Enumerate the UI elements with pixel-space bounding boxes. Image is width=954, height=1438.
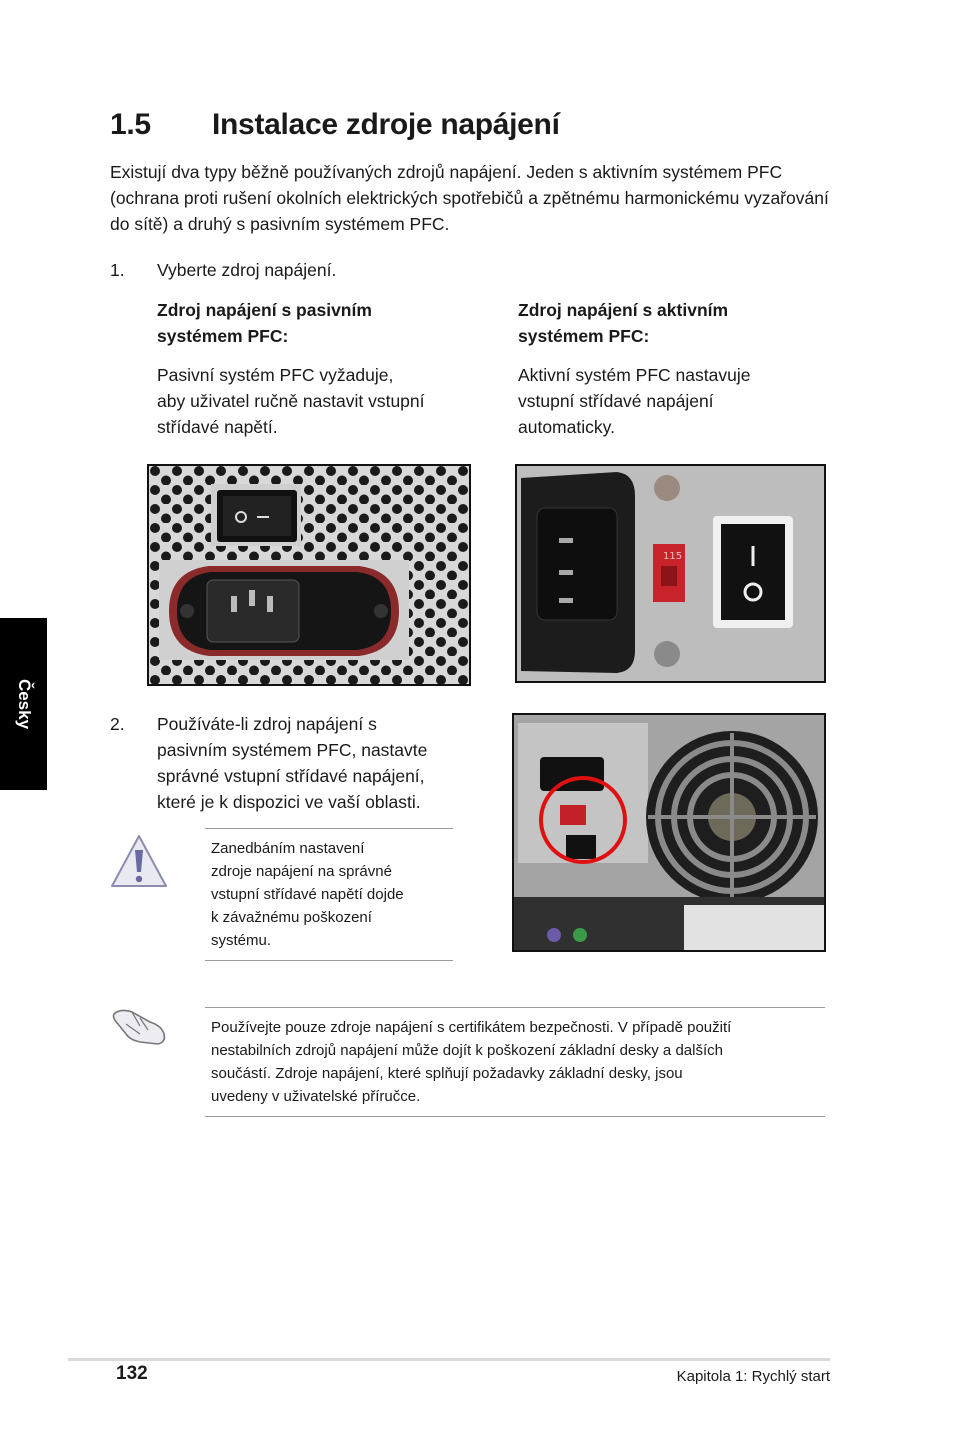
step2-number: 2. [110,714,125,734]
passive-desc [157,362,425,440]
warning-line: k závažnému poškození [211,909,372,926]
active-desc [518,362,750,440]
passive-title-line: Zdroj napájení s pasivním [157,300,372,320]
warning-rule-top [205,828,453,829]
language-side-tab [0,618,47,790]
step1-number: 1. [110,260,125,280]
active-desc-line: vstupní střídavé napájení [518,391,714,411]
passive-desc-line: aby uživatel ručně nastavit vstupní [157,391,425,411]
tip-line: nestabilních zdrojů napájení může dojít k poškození základní desky a dalších [211,1042,723,1059]
tip-line: uvedeny v uživatelské příručce. [211,1088,421,1105]
passive-psu-photo [147,464,471,686]
warning-line: vstupní střídavé napětí dojde [211,886,404,903]
warning-line: Zanedbáním nastavení [211,840,365,857]
passive-title [157,297,372,349]
pointing-hand-icon [110,1004,170,1048]
tip-line: Používejte pouze zdroje napájení s certifikátem bezpečnosti. V případě použití [211,1019,732,1036]
active-psu-illustration [517,466,824,681]
active-desc-line: Aktivní systém PFC nastavuje [518,365,751,385]
passive-psu-illustration [149,466,469,684]
active-title-line: systémem PFC: [518,326,650,346]
page-number: 132 [116,1363,148,1384]
warning-text [211,837,451,952]
section-heading [110,108,560,142]
footer-rule [68,1358,830,1361]
passive-desc-line: střídavé napětí. [157,417,278,437]
step2-line: které je k dispozici ve vaší oblasti. [157,792,421,812]
warning-rule-bottom [205,960,453,961]
warning-icon [108,832,170,892]
tip-rule-top [205,1007,825,1008]
pc-back-photo [512,713,826,952]
step2-line: pasivním systémem PFC, nastavte [157,740,428,760]
step1-text: Vyberte zdroj napájení. [157,260,337,280]
voltage-switch-label: 115 [663,551,683,562]
active-title [518,297,728,349]
step2-line: Používáte-li zdroj napájení s [157,714,377,734]
tip-rule-bottom [205,1116,825,1117]
warning-line: systému. [211,932,272,949]
active-title-line: Zdroj napájení s aktivním [518,300,729,320]
section-number: 1.5 [110,108,151,141]
warning-line: zdroje napájení na správné [211,863,392,880]
pc-back-illustration [514,715,824,950]
step2-line: správné vstupní střídavé napájení, [157,766,425,786]
chapter-label: Kapitola 1: Rychlý start [676,1368,830,1385]
active-psu-photo [515,464,826,683]
intro-paragraph: Existují dva typy běžně používaných zdrojů napájení. Jeden s aktivním systémem PFC (ochrana proti rušení okolních elektrických spotřebičů a zpětnému harmonickému vyzařování do sítě) a druhý s pasivním systémem PFC. [110,162,829,234]
section-title: Instalace zdroje napájení [212,108,560,141]
step2-text [157,711,427,815]
passive-title-line: systémem PFC: [157,326,289,346]
tip-line: součástí. Zdroje napájení, které splňují požadavky základní desky, jsou [211,1065,683,1082]
tip-text [211,1016,823,1108]
passive-desc-line: Pasivní systém PFC vyžaduje, [157,365,394,385]
side-tab-label: Česky [14,678,34,730]
active-desc-line: automaticky. [518,417,615,437]
